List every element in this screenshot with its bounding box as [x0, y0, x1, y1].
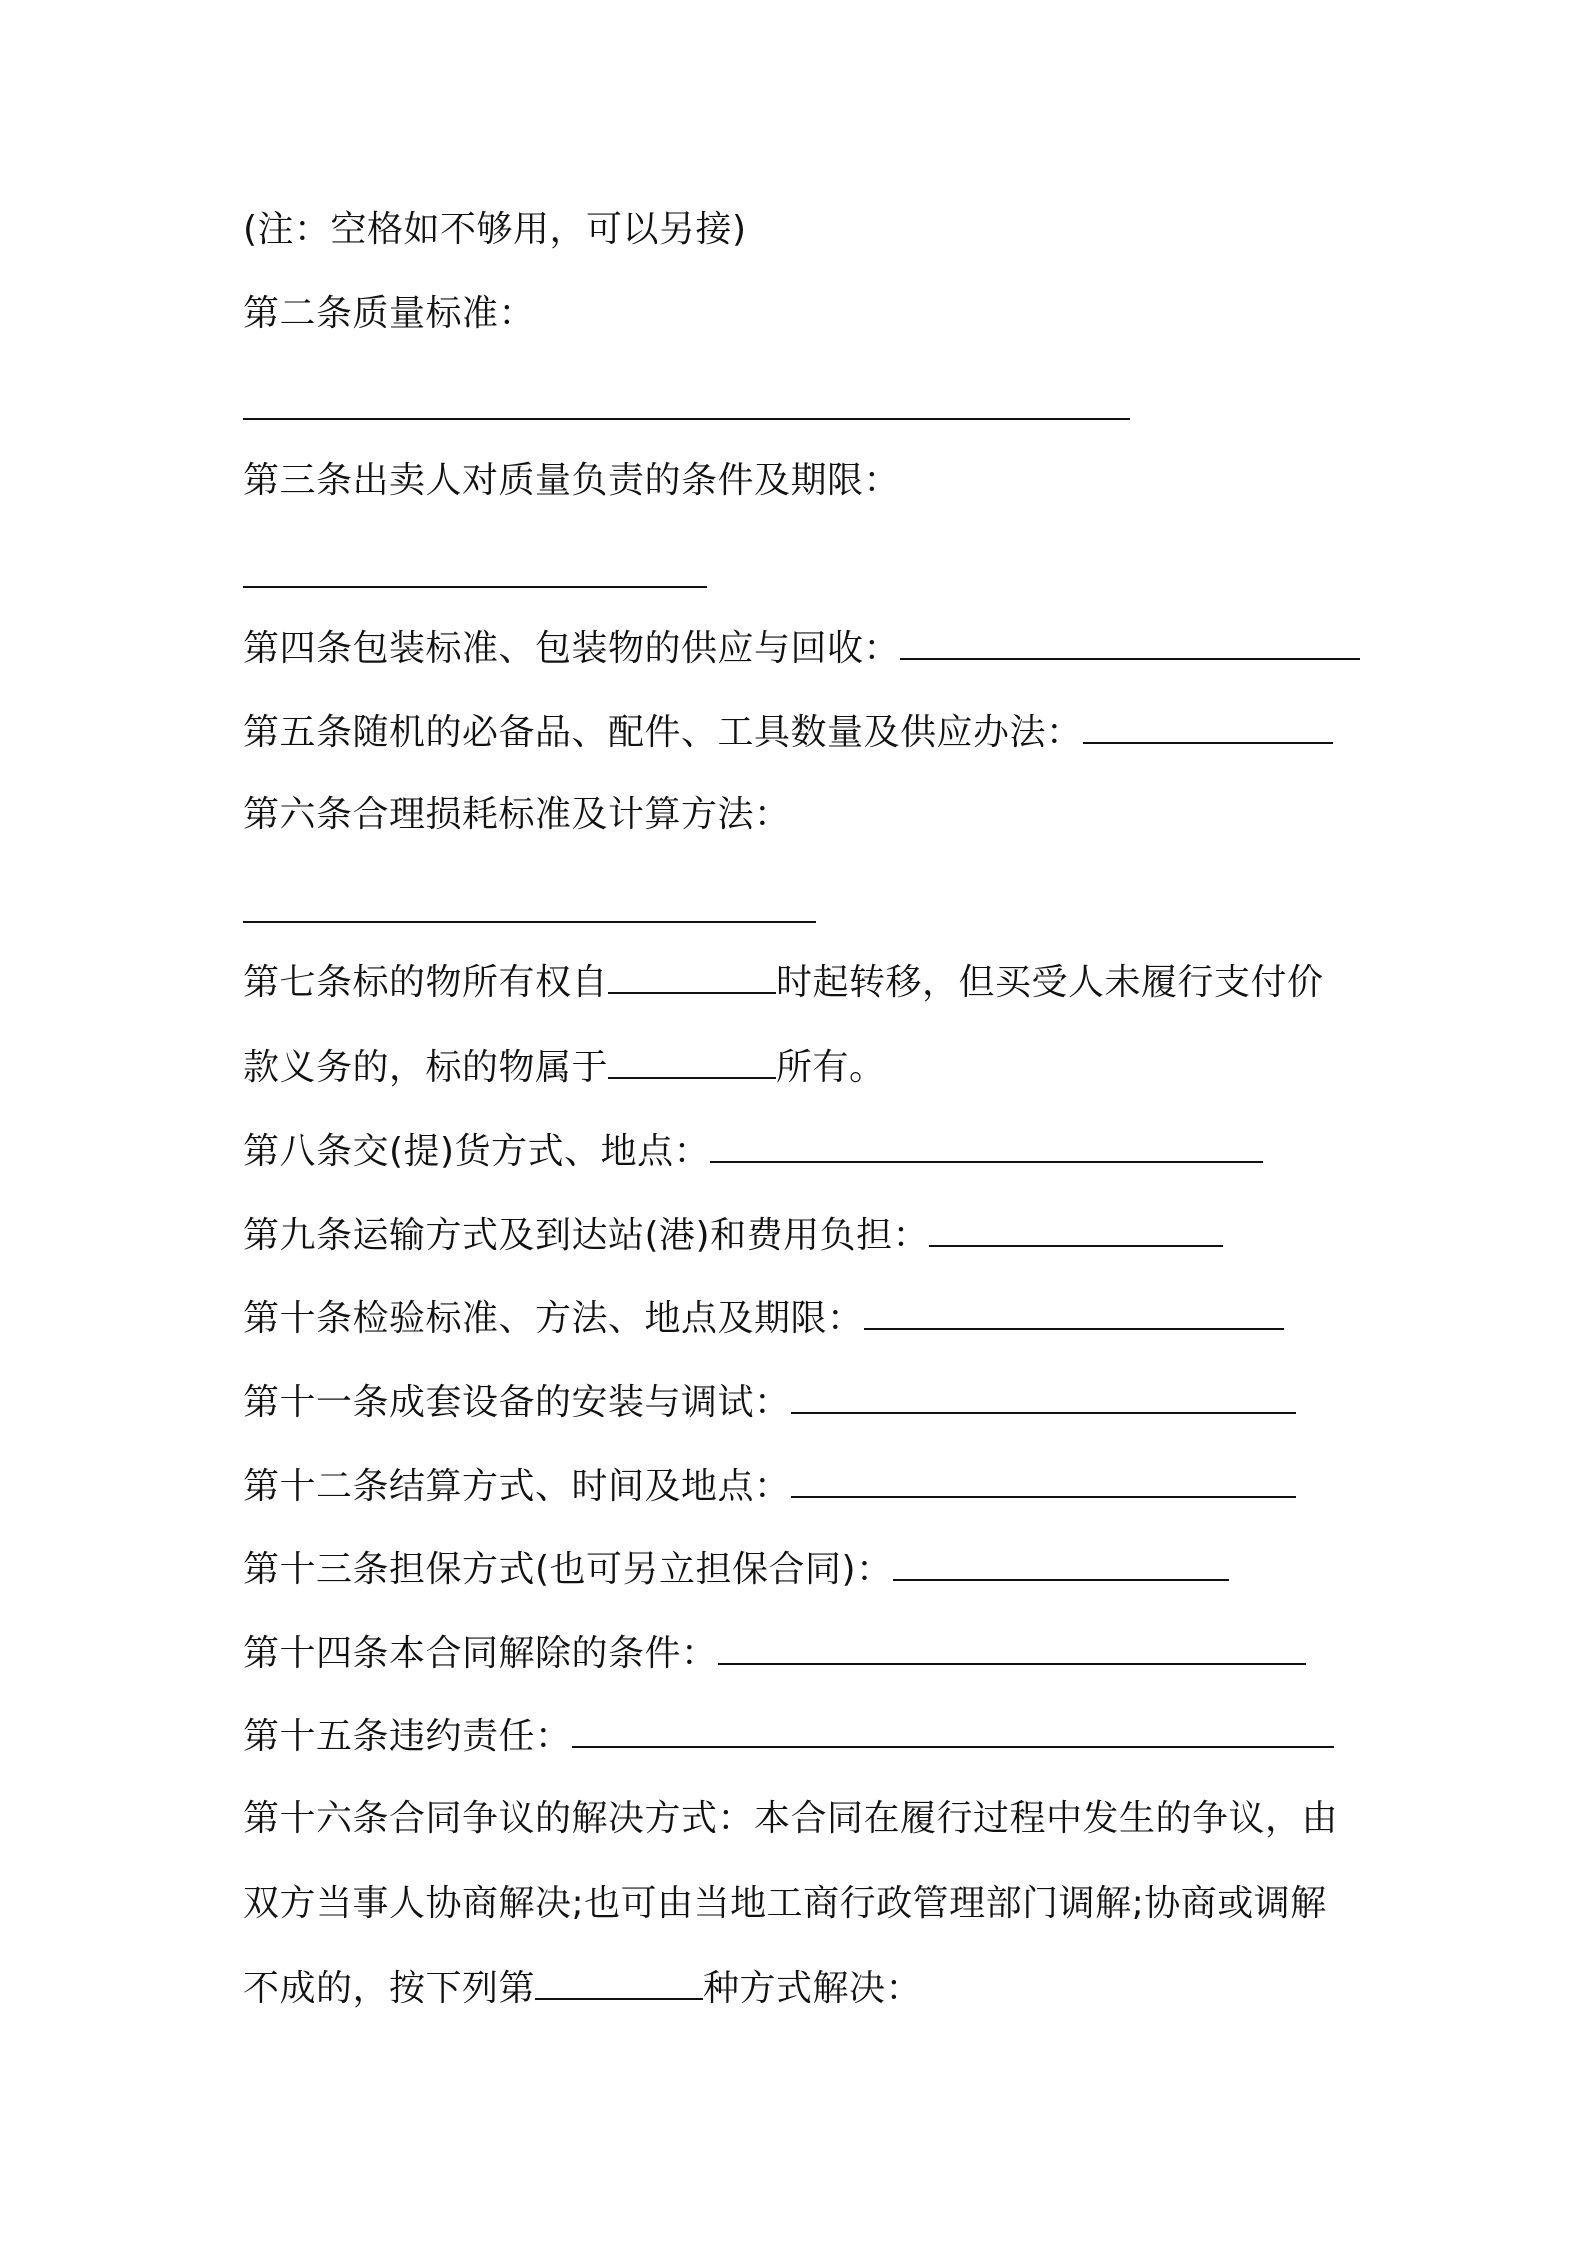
article-2-label: 第二条质量标准： — [243, 293, 536, 334]
article-7-text-b: 时起转移，但买受人未履行支付价 — [776, 962, 1324, 1003]
article-16-text-c: 不成的，按下列第 — [243, 1968, 536, 2009]
article-15-row — [243, 1714, 1334, 1759]
note-text: (注：空格如不够用，可以另接) — [243, 209, 747, 250]
article-11-label: 第十一条成套设备的安装与调试： — [243, 1382, 791, 1423]
article-10-row — [243, 1296, 1284, 1341]
article-7-row-2 — [243, 1045, 886, 1090]
article-12-blank[interactable] — [791, 1464, 1296, 1498]
article-5-blank[interactable] — [1083, 710, 1333, 744]
article-7-blank-2[interactable] — [608, 1045, 776, 1079]
article-7-text-a: 第七条标的物所有权自 — [243, 962, 609, 1003]
article-4-row — [243, 626, 1360, 671]
article-15-blank[interactable] — [572, 1714, 1334, 1748]
article-16-row-3 — [243, 1966, 922, 2011]
article-14-row — [243, 1631, 1306, 1676]
article-7-text-d: 所有。 — [776, 1047, 886, 1088]
article-5-row — [243, 710, 1333, 755]
article-6-label: 第六条合理损耗标准及计算方法： — [243, 794, 791, 835]
article-8-label: 第八条交(提)货方式、地点： — [243, 1131, 711, 1172]
article-12-label: 第十二条结算方式、时间及地点： — [243, 1466, 791, 1507]
article-4-label: 第四条包装标准、包装物的供应与回收： — [243, 628, 901, 669]
article-6-blank[interactable] — [243, 921, 816, 923]
article-14-blank[interactable] — [718, 1631, 1306, 1665]
article-11-blank[interactable] — [791, 1380, 1296, 1414]
article-3-label: 第三条出卖人对质量负责的条件及期限： — [243, 460, 901, 501]
article-9-blank[interactable] — [929, 1213, 1223, 1247]
article-9-row — [243, 1213, 1223, 1258]
article-10-blank[interactable] — [864, 1296, 1284, 1330]
article-4-blank[interactable] — [900, 626, 1360, 660]
article-16-text-a: 第十六条合同争议的解决方式：本合同在履行过程中发生的争议，由 — [243, 1798, 1339, 1839]
article-11-row — [243, 1380, 1296, 1425]
article-7-blank-1[interactable] — [608, 960, 776, 994]
article-16-text-b: 双方当事人协商解决;也可由当地工商行政管理部门调解;协商或调解 — [243, 1883, 1327, 1924]
article-13-row — [243, 1547, 1229, 1592]
article-8-blank[interactable] — [710, 1129, 1263, 1163]
article-9-label: 第九条运输方式及到达站(港)和费用负担： — [243, 1215, 930, 1256]
article-12-row — [243, 1464, 1296, 1509]
article-15-label: 第十五条违约责任： — [243, 1716, 572, 1757]
article-13-blank[interactable] — [893, 1547, 1229, 1581]
article-8-row — [243, 1129, 1263, 1174]
article-7-row-1 — [243, 960, 1324, 1005]
article-5-label: 第五条随机的必备品、配件、工具数量及供应办法： — [243, 712, 1083, 753]
article-16-text-d: 种方式解决： — [703, 1968, 923, 2009]
article-16-blank[interactable] — [535, 1966, 703, 2000]
article-14-label: 第十四条本合同解除的条件： — [243, 1633, 718, 1674]
article-2-blank[interactable] — [243, 418, 1130, 420]
article-3-blank[interactable] — [243, 586, 707, 588]
article-13-label: 第十三条担保方式(也可另立担保合同)： — [243, 1549, 893, 1590]
article-10-label: 第十条检验标准、方法、地点及期限： — [243, 1298, 864, 1339]
article-7-text-c: 款义务的，标的物属于 — [243, 1047, 609, 1088]
